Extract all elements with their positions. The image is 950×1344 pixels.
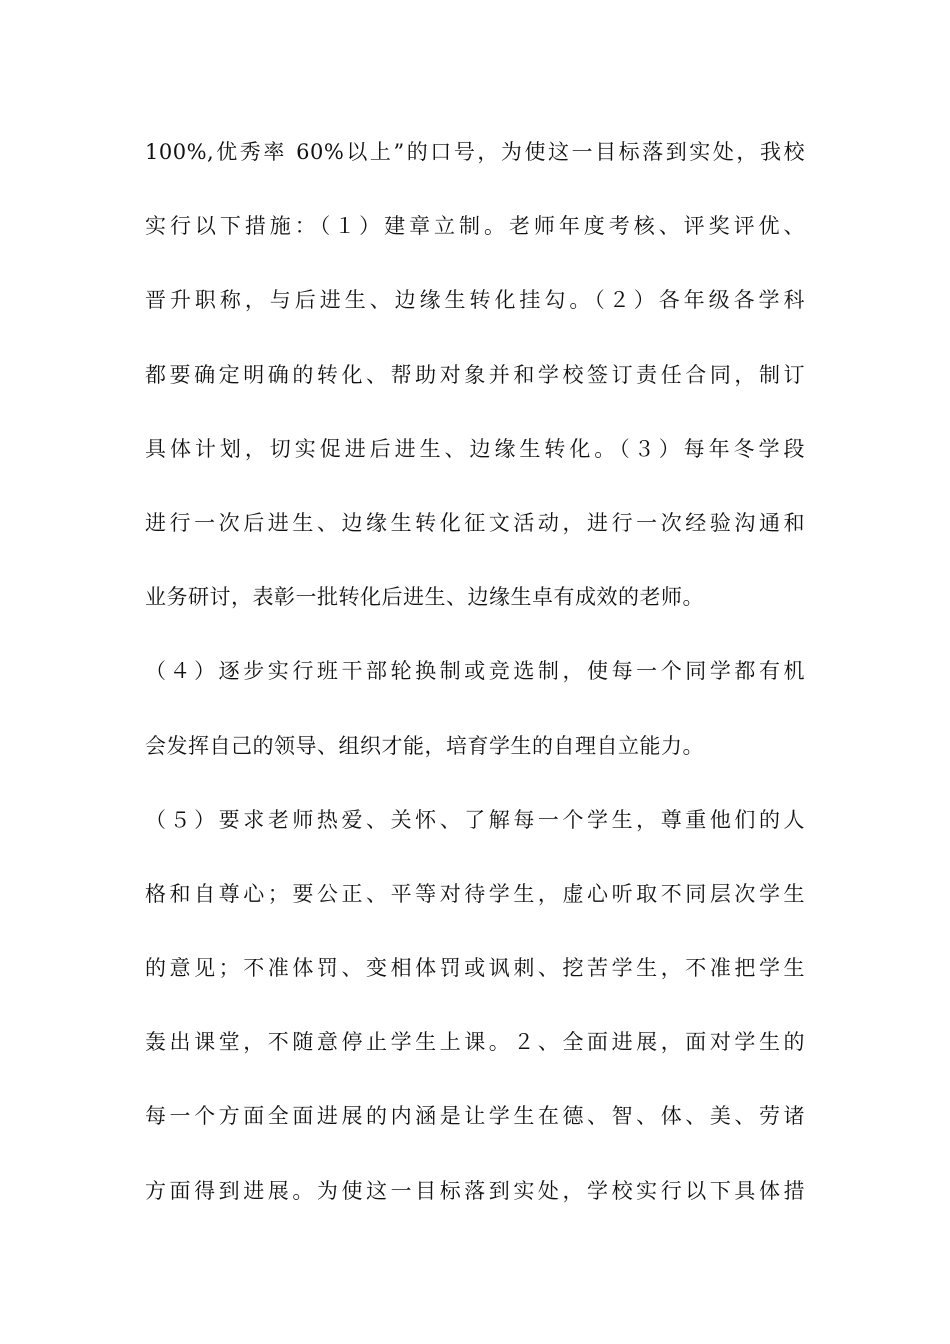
text-line-10: （５）要求老师热爱、关怀、了解每一个学生，尊重他们的人 <box>145 807 805 832</box>
text-line-5: 具体计划，切实促进后进生、边缘生转化。（３）每年冬学段 <box>145 436 805 461</box>
text-line-3: 晋升职称，与后进生、边缘生转化挂勾。（２）各年级各学科 <box>145 288 805 313</box>
text-line-13: 轰出课堂，不随意停止学生上课。２、全面进展，面对学生的 <box>145 1030 805 1055</box>
text-line-7: 业务研讨，表彰一批转化后进生、边缘生卓有成效的老师。 <box>145 585 704 610</box>
body-text <box>145 127 805 1240</box>
text-line-2: 实行以下措施：（１）建章立制。老师年度考核、评奖评优、 <box>145 214 805 239</box>
text-line-8: （４）逐步实行班干部轮换制或竞选制，使每一个同学都有机 <box>145 659 805 684</box>
text-line-6: 进行一次后进生、边缘生转化征文活动，进行一次经验沟通和 <box>145 510 805 535</box>
text-line-9: 会发挥自己的领导、组织才能，培育学生的自理自立能力。 <box>145 733 704 758</box>
text-line-4: 都要确定明确的转化、帮助对象并和学校签订责任合同，制订 <box>145 362 805 387</box>
text-line-14: 每一个方面全面进展的内涵是让学生在德、智、体、美、劳诸 <box>145 1104 805 1129</box>
text-line-12: 的意见；不准体罚、变相体罚或讽刺、挖苦学生，不准把学生 <box>145 956 805 981</box>
text-line-1: 100%,优秀率 60%以上”的口号，为使这一目标落到实处，我校 <box>145 140 805 164</box>
text-line-15: 方面得到进展。为使这一目标落到实处，学校实行以下具体措 <box>145 1178 805 1203</box>
text-line-11: 格和自尊心；要公正、平等对待学生，虚心听取不同层次学生 <box>145 881 805 906</box>
